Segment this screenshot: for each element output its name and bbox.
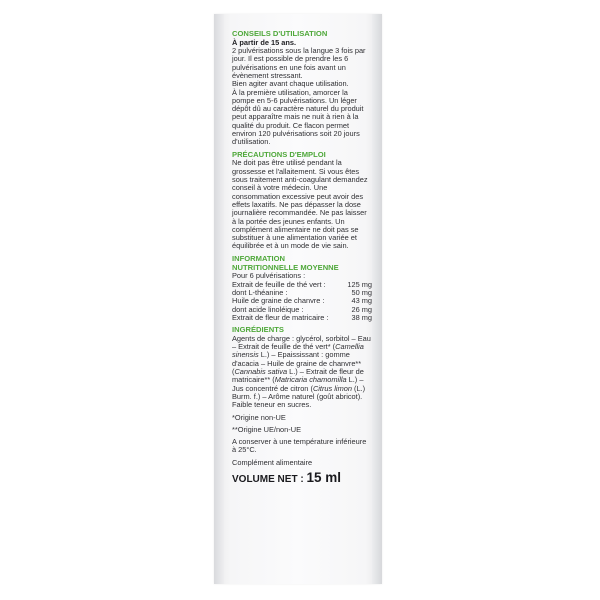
nutrition-label: Extrait de feuille de thé vert : [232, 279, 326, 289]
box-left-edge [214, 14, 224, 584]
nutrition-value: 125 mg [347, 279, 372, 289]
precautions-text: Ne doit pas être utilisé pendant la grossesse et l'allaitement. Si vous êtes sous traitement anti-coagulant demandez conseil à votre médecin. Une consommation excessive peut avoir des effets laxatifs. Ne pas dépasser la dose journalière recommandée. Ne pas laisser à la portée des jeunes enfants. Un complément alimentaire ne doit pas se substituer à une alimentation variée et équilibrée et à un mode de vie sain. [232, 158, 368, 251]
ingredients-text [232, 335, 372, 410]
first-use-text: À la première utilisation, amorcer la pompe en 5-6 pulvérisations. Un léger dépôt dû au caractère naturel du produit peut apparaître mais ne nuit à rien à la qualité du produit. Ce flacon permet environ 120 pulvérisations soit 20 jours d'utilisation. [232, 87, 364, 147]
nutrition-value: 38 mg [351, 312, 372, 322]
nutrition-heading-line1: INFORMATION [232, 253, 286, 263]
ingredients-part: L.) – Extrait de fleur de matricaire** ( [232, 367, 364, 385]
age-limit: À partir de 15 ans. [232, 37, 297, 47]
ingredients-part: L.) – Epaississant : gomme d'acacia – Huile de graine de chanvre** ( [232, 350, 362, 377]
box-right-edge [372, 14, 382, 584]
ingredients-part: (L.) Burm. f.) – Arôme naturel (goût abricot). Faible teneur en sucres. [232, 383, 366, 410]
net-volume [232, 471, 372, 487]
precautions-heading: PRÉCAUTIONS D'EMPLOI [232, 149, 326, 159]
storage-text: A conserver à une température inférieure à 25°C. [232, 437, 367, 455]
volume-value: 15 ml [306, 470, 341, 486]
origin-note-1: *Origine non-UE [232, 412, 286, 422]
latin-name: Cannabis sativa [234, 367, 288, 377]
conseils-heading: CONSEILS D'UTILISATION [232, 29, 328, 38]
label-text-panel [232, 30, 372, 487]
nutrition-value: 26 mg [351, 304, 372, 314]
latin-name: Camellia sinensis [232, 342, 364, 360]
latin-name: Citrus limon [312, 383, 352, 393]
nutrition-row [232, 314, 372, 322]
shake-text: Bien agiter avant chaque utilisation. [232, 79, 349, 89]
nutrition-value: 43 mg [351, 296, 372, 306]
latin-name: Matricaria chamomilla [274, 375, 347, 385]
volume-label: VOLUME NET : [232, 474, 307, 486]
ingredients-heading: INGRÉDIENTS [232, 325, 284, 335]
nutrition-label: dont L-théanine : [232, 287, 288, 297]
nutrition-label: dont acide linoléique : [232, 304, 304, 314]
ingredients-part: L.) – Jus concentré de citron ( [232, 375, 364, 393]
ingredients-part: Agents de charge : glycérol, sorbitol – Eau – Extrait de feuille de thé vert* ( [232, 333, 371, 352]
nutrition-label: Huile de graine de chanvre : [232, 296, 325, 306]
nutrition-label: Extrait de fleur de matricaire : [232, 312, 329, 322]
nutrition-intro: Pour 6 pulvérisations : [232, 271, 306, 281]
nutrition-heading-line2: NUTRITIONNELLE MOYENNE [232, 262, 339, 272]
origin-note-2: **Origine UE/non-UE [232, 424, 302, 434]
product-type: Complément alimentaire [232, 457, 313, 467]
nutrition-value: 50 mg [351, 287, 372, 297]
dosage-text: 2 pulvérisations sous la langue 3 fois par jour. Il est possible de prendre les 6 pulvérisations en une fois avant un évènement stressant. [232, 46, 366, 80]
